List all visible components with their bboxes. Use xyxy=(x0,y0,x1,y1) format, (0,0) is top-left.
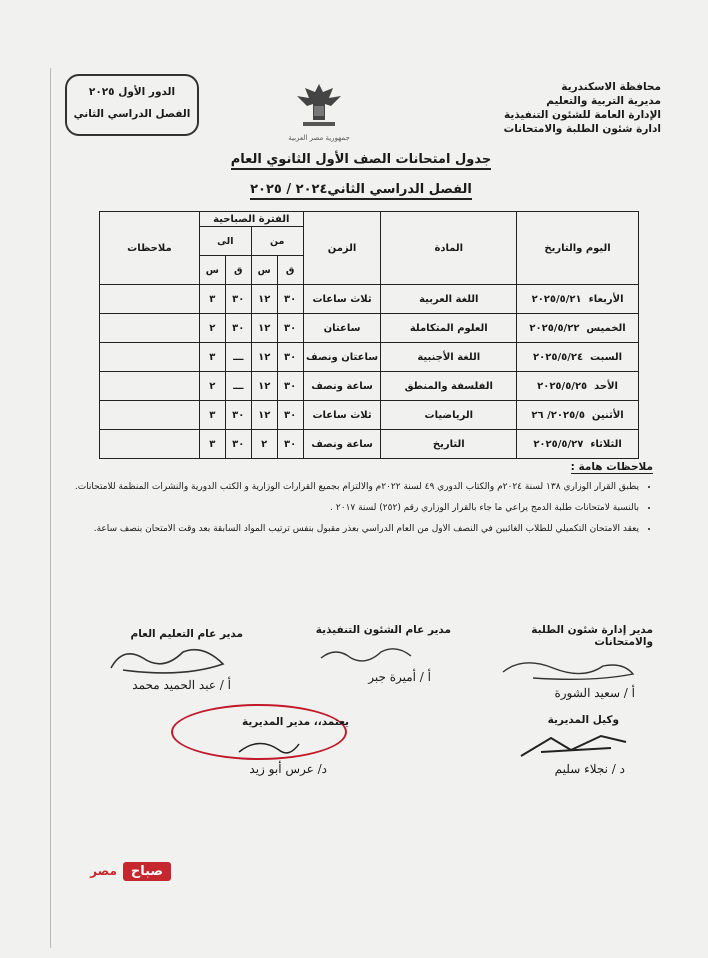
to-q-cell: ـــ xyxy=(225,372,251,401)
from-q-cell: ٣٠ xyxy=(277,372,303,401)
table-row xyxy=(100,343,639,372)
day-date-cell xyxy=(517,401,639,430)
from-s-cell: ١٢ xyxy=(251,314,277,343)
signature-name: د/ عرس أبو زيد xyxy=(249,762,327,776)
header-line: ادارة شئون الطلبة والامتحانات xyxy=(503,123,661,135)
note-item: • يطبق القرار الوزاري ١٣٨ لسنة ٢٠٢٤م والكتاب الدوري ٤٩ لسنة ٢٠٢٢م والالتزام بجميع القرارات الوزارية و الكتب الدورية والنشرات المنظمة للامتحانات. xyxy=(73,480,639,495)
day-date-cell xyxy=(517,430,639,459)
notes-cell xyxy=(100,372,200,401)
signature-director xyxy=(189,716,349,776)
from-s-cell: ٢ xyxy=(251,430,277,459)
header-to-q: ق xyxy=(225,256,251,285)
signature-students-affairs xyxy=(483,624,653,700)
day: السبت xyxy=(590,351,623,363)
duration-cell: ساعتان ونصف xyxy=(303,343,381,372)
notes-cell xyxy=(100,314,200,343)
day-date-cell xyxy=(517,314,639,343)
semester-round: الدور الأول ٢٠٢٥ xyxy=(88,86,176,98)
subject-cell: اللغة الأجنبية xyxy=(381,343,517,372)
header-from: من xyxy=(251,227,303,256)
subject-cell: التاريخ xyxy=(381,430,517,459)
day: الأثنين xyxy=(591,409,624,421)
from-q-cell: ٣٠ xyxy=(277,401,303,430)
to-s-cell: ٣ xyxy=(199,285,225,314)
duration-cell: ساعتان xyxy=(303,314,381,343)
from-q-cell: ٣٠ xyxy=(277,285,303,314)
signature-executive-affairs xyxy=(291,624,451,684)
handwritten-signature-icon xyxy=(511,728,631,762)
to-q-cell: ٣٠ xyxy=(225,430,251,459)
to-s-cell: ٣ xyxy=(199,430,225,459)
subtitle-text: الفصل الدراسي الثاني٢٠٢٤ / ٢٠٢٥ xyxy=(250,182,472,200)
header-to: الى xyxy=(199,227,251,256)
subject-cell: الفلسفة والمنطق xyxy=(381,372,517,401)
signature-name: د / نجلاء سليم xyxy=(554,762,625,776)
signature-title: مدير عام التعليم العام xyxy=(130,628,243,640)
table-row xyxy=(100,372,639,401)
notes-cell xyxy=(100,430,200,459)
day: الأحد xyxy=(594,380,618,392)
to-s-cell: ٢ xyxy=(199,372,225,401)
day-date-cell xyxy=(517,343,639,372)
to-q-cell: ٣٠ xyxy=(225,314,251,343)
subject-cell: العلوم المتكاملة xyxy=(381,314,517,343)
day: الخميس xyxy=(586,322,626,334)
day: الأربعاء xyxy=(588,293,624,305)
date: ٢٠٢٥/٥/٢٢ xyxy=(529,322,580,334)
day-date-cell xyxy=(517,285,639,314)
date: ٢٠٢٥/٥/ ٢٦ xyxy=(531,409,585,421)
exam-document xyxy=(50,68,661,948)
to-q-cell: ٣٠ xyxy=(225,285,251,314)
header-notes: ملاحظات xyxy=(100,212,200,285)
eagle-emblem-icon xyxy=(289,80,349,130)
header-subject: المادة xyxy=(381,212,517,285)
signature-deputy xyxy=(487,714,647,776)
title-text: جدول امتحانات الصف الأول الثانوي العام xyxy=(231,152,491,170)
handwritten-signature-icon xyxy=(219,732,319,762)
table-row xyxy=(100,401,639,430)
table-row xyxy=(100,430,639,459)
table-header-row xyxy=(100,212,639,227)
site-watermark xyxy=(51,858,171,884)
header-duration: الزمن xyxy=(303,212,381,285)
exam-schedule-table xyxy=(99,211,639,459)
header-to-s: س xyxy=(199,256,225,285)
to-s-cell: ٣ xyxy=(199,343,225,372)
from-q-cell: ٣٠ xyxy=(277,343,303,372)
notes-cell xyxy=(100,343,200,372)
day-date-cell xyxy=(517,372,639,401)
signature-title: مدير إدارة شئون الطلبة والامتحانات xyxy=(531,624,653,648)
duration-cell: ثلاث ساعات xyxy=(303,285,381,314)
from-s-cell: ١٢ xyxy=(251,285,277,314)
to-s-cell: ٣ xyxy=(199,401,225,430)
semester-box xyxy=(65,74,199,136)
to-q-cell: ٣٠ xyxy=(225,401,251,430)
header-from-q: ق xyxy=(277,256,303,285)
signature-name: أ / سعيد الشورة xyxy=(554,686,635,700)
duration-cell: ساعة ونصف xyxy=(303,372,381,401)
watermark-brand: صباح xyxy=(123,862,171,881)
note-item: • بالنسبة لامتحانات طلبة الدمج يراعي ما جاء بالقرار الوزاري رقم (٢٥٢) لسنة ٢٠١٧ . xyxy=(73,501,639,516)
from-s-cell: ١٢ xyxy=(251,401,277,430)
duration-cell: ساعة ونصف xyxy=(303,430,381,459)
to-s-cell: ٢ xyxy=(199,314,225,343)
from-q-cell: ٣٠ xyxy=(277,314,303,343)
day: الثلاثاء xyxy=(590,438,622,450)
watermark-country: مصر xyxy=(90,864,117,878)
header-line: الإدارة العامة للشئون التنفيذية xyxy=(504,109,661,121)
table-row xyxy=(100,314,639,343)
date: ٢٠٢٥/٥/٢٥ xyxy=(537,380,588,392)
handwritten-signature-icon xyxy=(311,640,431,670)
emblem-caption: جمهورية مصر العربية xyxy=(288,134,350,142)
notes-heading: ملاحظات هامة : xyxy=(570,461,653,473)
to-q-cell: ـــ xyxy=(225,343,251,372)
handwritten-signature-icon xyxy=(493,652,643,686)
header-morning: الفترة الصباحية xyxy=(199,212,303,227)
header-from-s: س xyxy=(251,256,277,285)
table-row xyxy=(100,285,639,314)
date: ٢٠٢٥/٥/٢٤ xyxy=(533,351,584,363)
from-q-cell: ٣٠ xyxy=(277,430,303,459)
from-s-cell: ١٢ xyxy=(251,372,277,401)
signature-title: مدير عام الشئون التنفيذية xyxy=(315,624,451,636)
header-day-date: اليوم والتاريخ xyxy=(517,212,639,285)
notes-list xyxy=(73,480,653,543)
date: ٢٠٢٥/٥/٢١ xyxy=(531,293,582,305)
notes-cell xyxy=(100,285,200,314)
notes-cell xyxy=(100,401,200,430)
from-s-cell: ١٢ xyxy=(251,343,277,372)
semester-term: الفصل الدراسي الثاني xyxy=(73,108,191,120)
handwritten-signature-icon xyxy=(103,644,233,678)
signature-general-education xyxy=(83,628,243,692)
duration-cell: ثلاث ساعات xyxy=(303,401,381,430)
signature-title: وكيل المديرية xyxy=(547,714,619,726)
document-title xyxy=(111,152,611,167)
signature-name: أ / أميرة جبر xyxy=(368,670,431,684)
issuer-header xyxy=(491,80,661,136)
note-item: • يعقد الامتحان التكميلي للطلاب الغائبين في النصف الاول من العام الدراسي بعذر مقبول بنفس ترتيب المواد السابقة بعد وقت الامتحان بنصف ساعة. xyxy=(73,522,639,537)
subject-cell: الرياضيات xyxy=(381,401,517,430)
date: ٢٠٢٥/٥/٢٧ xyxy=(533,438,584,450)
subject-cell: اللغة العربية xyxy=(381,285,517,314)
header-line: محافظة الاسكندرية xyxy=(561,81,661,93)
signature-name: أ / عبد الحميد محمد xyxy=(132,678,231,692)
signature-title: يعتمد،، مدير المديرية xyxy=(241,716,349,728)
header-line: مديرية التربية والتعليم xyxy=(546,95,661,107)
document-subtitle xyxy=(111,182,611,197)
